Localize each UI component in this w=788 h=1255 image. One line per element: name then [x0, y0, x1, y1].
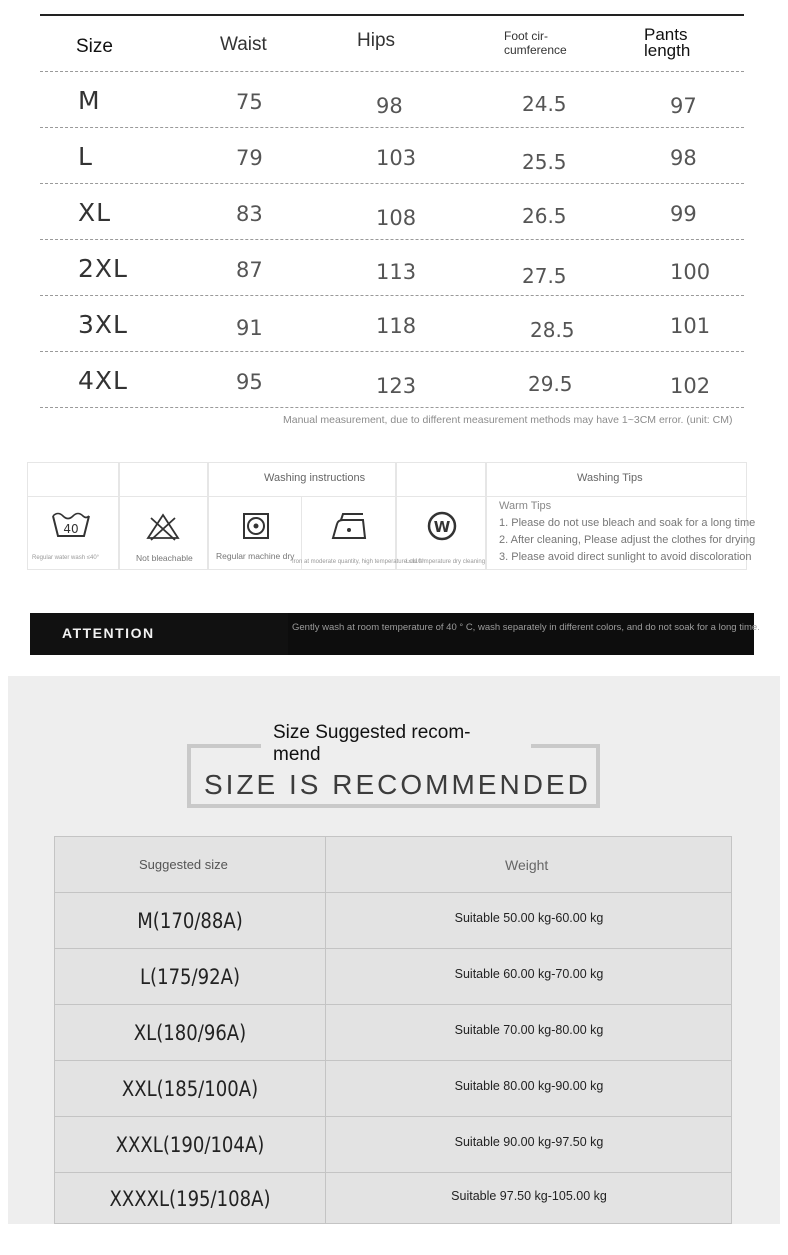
foot-value: 27.5: [522, 264, 567, 288]
size-chart-header: [40, 16, 744, 72]
wash-temperature-label: 40: [63, 522, 79, 536]
washing-instructions-title: Washing instructions: [264, 472, 366, 484]
recommendation-table: [54, 836, 732, 1224]
hips-value: 118: [376, 314, 417, 338]
foot-value: 24.5: [522, 92, 567, 116]
hips-value: 123: [376, 374, 417, 398]
wet-clean-caption: Low temperature dry cleaning: [406, 559, 486, 565]
size-row: [40, 296, 744, 352]
size-row: [40, 240, 744, 296]
no-bleach-caption: Not bleachable: [136, 553, 193, 563]
foot-value: 29.5: [528, 372, 573, 396]
pants-value: 102: [670, 374, 711, 398]
recommendation-row: [55, 893, 731, 949]
suggested-size: XXXXL(195/108A): [109, 1187, 271, 1211]
attention-text: Gently wash at room temperature of 40 ° C, wash separately in different colors, and do not soak for a long time.: [292, 622, 760, 633]
weight-range: Suitable 50.00 kg-60.00 kg: [454, 911, 604, 925]
size-row: [40, 352, 744, 408]
header-foot-circumference: Foot cir- cumference: [504, 29, 567, 57]
no-bleach-icon: [143, 510, 183, 544]
attention-bar: [30, 613, 754, 655]
size-label: M: [78, 86, 101, 115]
pants-value: 97: [670, 94, 697, 118]
header-suggested-size: Suggested size: [139, 857, 228, 872]
weight-range: Suitable 70.00 kg-80.00 kg: [454, 1023, 604, 1037]
suggested-size: XXXL(190/104A): [115, 1133, 265, 1157]
attention-label: ATTENTION: [62, 625, 155, 641]
header-waist: Waist: [220, 34, 267, 55]
wash-40-icon: [51, 510, 91, 544]
weight-range: Suitable 90.00 kg-97.50 kg: [454, 1135, 604, 1149]
foot-value: 25.5: [522, 150, 567, 174]
header-pants-length: Pants length: [644, 25, 691, 60]
machine-dry-icon: [236, 510, 276, 544]
recommendation-row: [55, 1117, 731, 1173]
weight-range: Suitable 97.50 kg-105.00 kg: [451, 1189, 607, 1203]
pants-value: 100: [670, 260, 711, 284]
size-label: 2XL: [78, 254, 128, 283]
recommendation-title: Size Suggested recom- mend: [273, 722, 471, 765]
wash-40-caption: Regular water wash ≤40°: [32, 555, 100, 561]
washing-tips-title: Washing Tips: [577, 472, 643, 484]
waist-value: 95: [236, 370, 263, 394]
size-row: [40, 72, 744, 128]
size-row: [40, 128, 744, 184]
pants-value: 98: [670, 146, 697, 170]
wet-clean-letter: W: [433, 518, 451, 536]
size-row: [40, 184, 744, 240]
foot-value: 28.5: [530, 318, 575, 342]
recommendation-row: [55, 949, 731, 1005]
hips-value: 103: [376, 146, 417, 170]
warm-tip: 2. After cleaning, Please adjust the clothes for drying: [499, 534, 756, 546]
waist-value: 87: [236, 258, 263, 282]
header-size: Size: [76, 36, 113, 57]
recommendation-row: [55, 1173, 731, 1223]
waist-value: 79: [236, 146, 263, 170]
suggested-size: L(175/92A): [139, 965, 241, 989]
suggested-size: XXL(185/100A): [121, 1077, 259, 1101]
recommendation-header: [55, 837, 731, 893]
warm-tip: 3. Please avoid direct sunlight to avoid discoloration: [499, 551, 752, 563]
measurement-note: Manual measurement, due to different measurement methods may have 1~3CM error. (unit: CM): [283, 414, 733, 426]
waist-value: 75: [236, 90, 263, 114]
weight-range: Suitable 80.00 kg-90.00 kg: [454, 1079, 604, 1093]
suggested-size: XL(180/96A): [133, 1021, 247, 1045]
iron-caption: Iron at moderate quantity, high temperature ≤110°: [292, 559, 424, 565]
size-label: L: [78, 142, 93, 171]
pants-value: 99: [670, 202, 697, 226]
iron-icon: [329, 510, 369, 544]
header-hips: Hips: [357, 30, 396, 51]
pants-value: 101: [670, 314, 711, 338]
hips-value: 98: [376, 94, 403, 118]
recommendation-subtitle: SIZE IS RECOMMENDED: [204, 769, 591, 800]
waist-value: 91: [236, 316, 263, 340]
warm-tips-title: Warm Tips: [499, 500, 552, 512]
waist-value: 83: [236, 202, 263, 226]
warm-tips: [499, 498, 755, 566]
size-chart-table: [40, 14, 744, 408]
hips-value: 108: [376, 206, 417, 230]
size-label: XL: [78, 198, 112, 227]
weight-range: Suitable 60.00 kg-70.00 kg: [454, 967, 604, 981]
machine-dry-caption: Regular machine dry: [216, 551, 295, 561]
foot-value: 26.5: [522, 204, 567, 228]
suggested-size: M(170/88A): [137, 909, 243, 933]
size-label: 4XL: [78, 366, 128, 395]
recommendation-row: [55, 1061, 731, 1117]
hips-value: 113: [376, 260, 417, 284]
recommendation-row: [55, 1005, 731, 1061]
warm-tip: 1. Please do not use bleach and soak for a long time: [499, 517, 756, 529]
header-weight: Weight: [505, 857, 549, 873]
wet-clean-icon: [422, 510, 462, 544]
size-label: 3XL: [78, 310, 128, 339]
washing-instructions: [27, 462, 756, 570]
